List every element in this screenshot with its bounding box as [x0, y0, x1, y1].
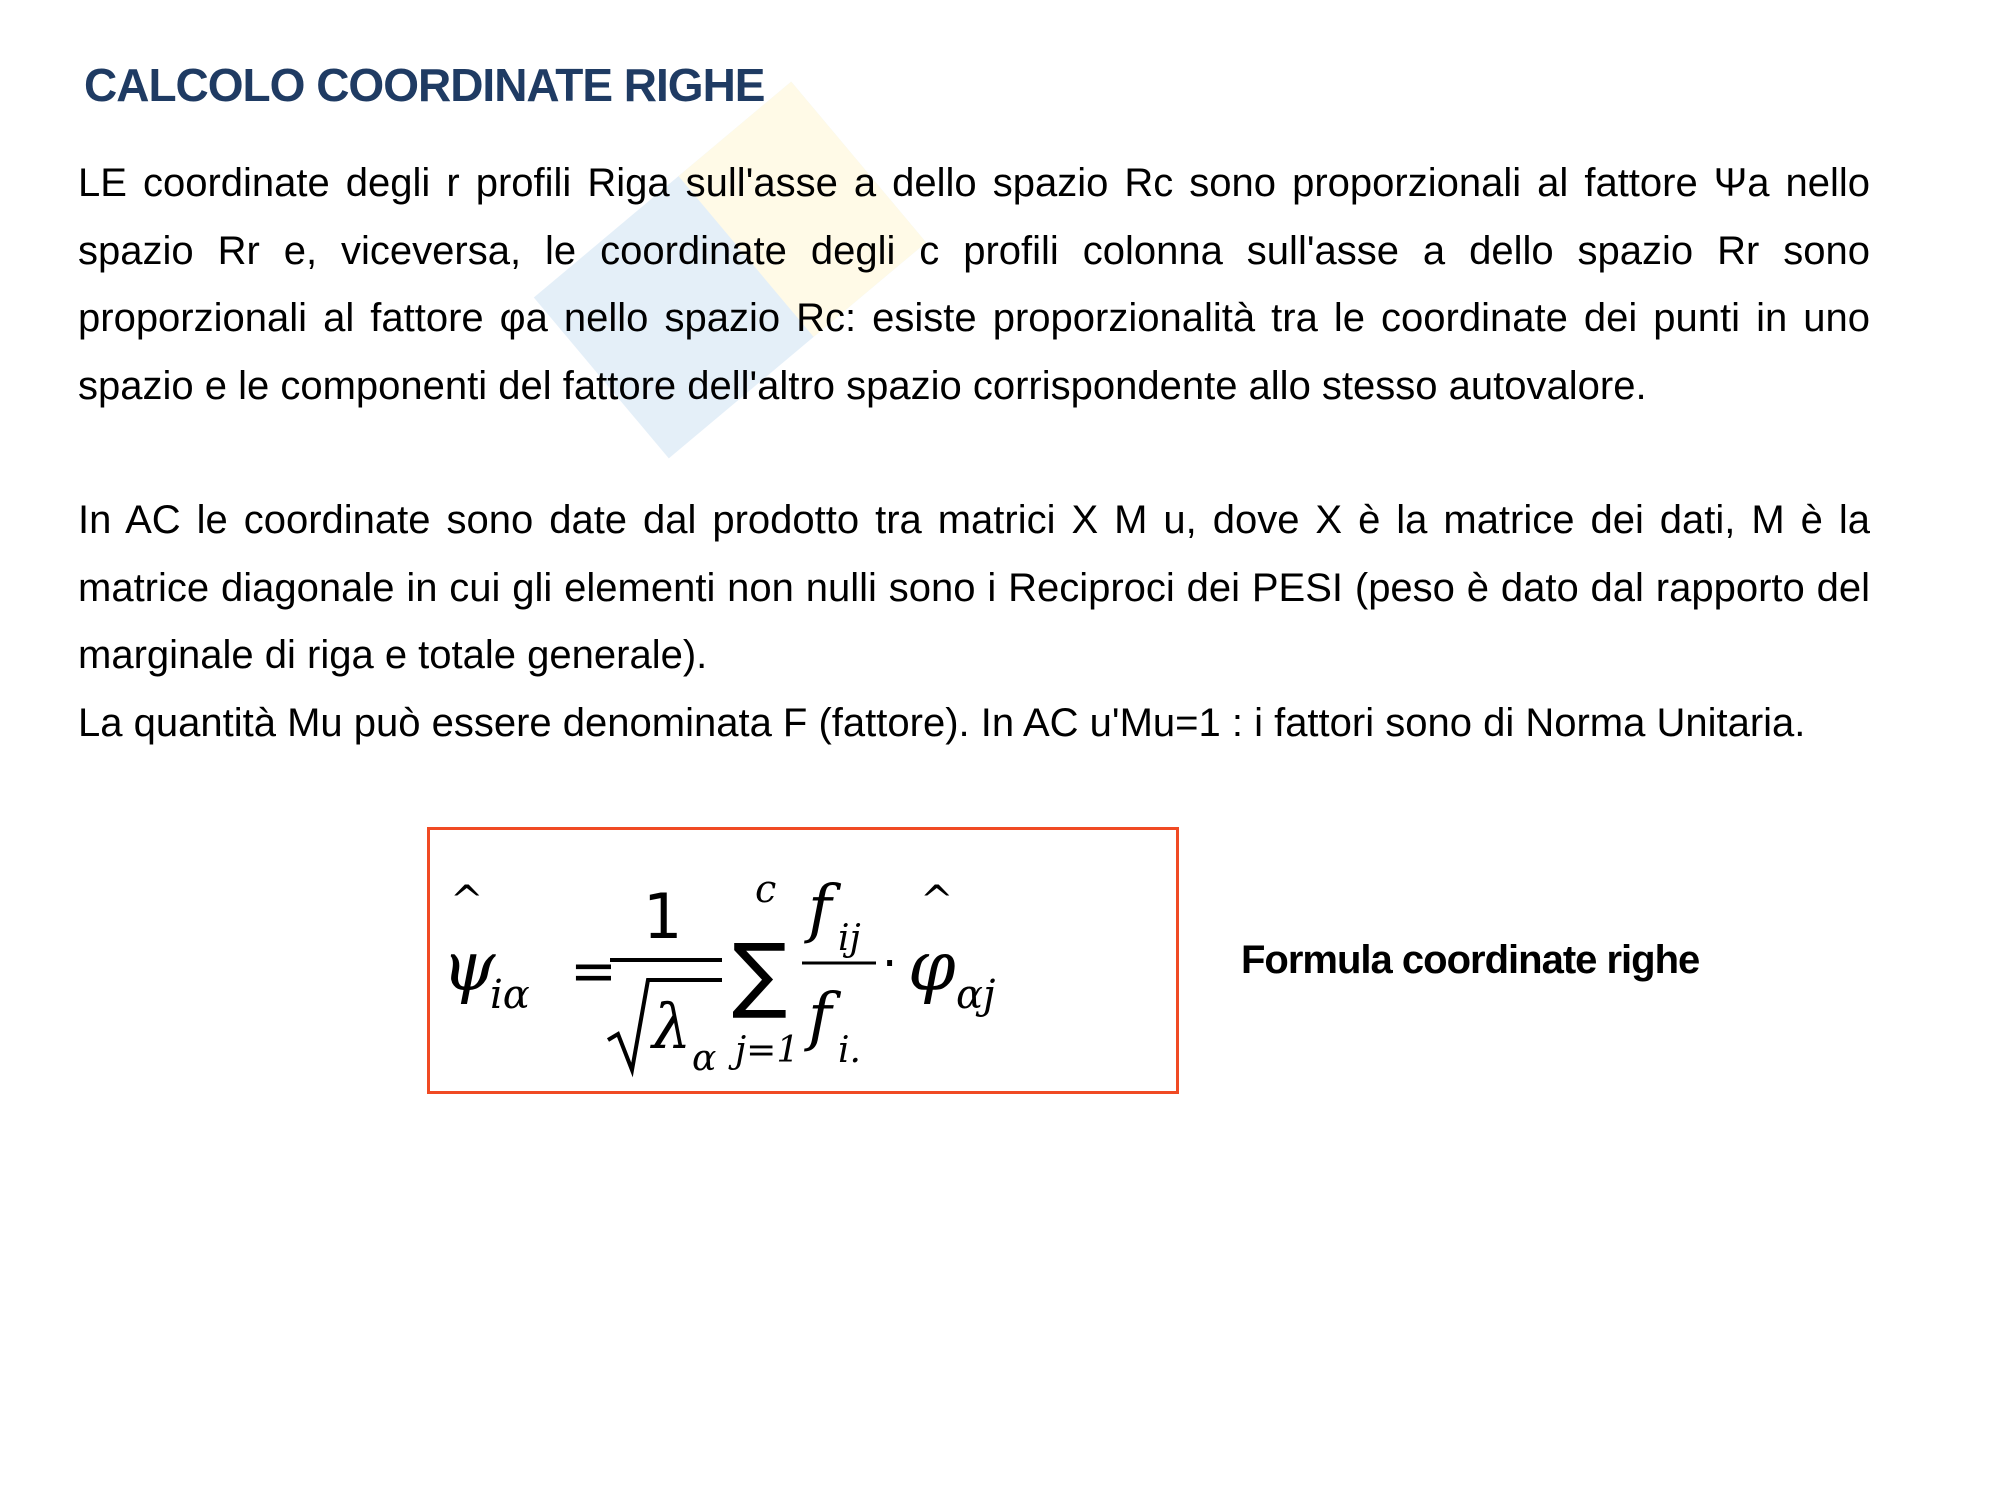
formula-numerator: 1: [643, 880, 683, 953]
sum-icon: ∑: [732, 927, 788, 1022]
formula-f-den-sub: i.: [838, 1030, 861, 1071]
slide-content: [78, 150, 1870, 1094]
formula-hat-phi: ^: [920, 878, 954, 924]
formula-sum-top: c: [755, 867, 777, 911]
formula-hat-psi: ^: [450, 878, 484, 924]
formula-f-num-sub: ij: [838, 918, 861, 959]
formula-psi-sub: iα: [490, 972, 530, 1018]
formula-f-num: f: [808, 872, 832, 946]
paragraph-factor-norm: La quantità Mu può essere denominata F (fattore). In AC u'Mu=1 : i fattori sono di Norma Unitaria.: [78, 700, 1806, 745]
formula-phi-sub: αj: [956, 972, 996, 1018]
formula-row: [427, 827, 1870, 1094]
formula-lambda-sub: α: [692, 1038, 717, 1079]
paragraph-proportionality: LE coordinate degli r profili Riga sull'asse a dello spazio Rc sono proporzionali al fattore Ψa nello spazio Rr e, viceversa, le coordinate degli c profili colonna sull'asse a dello spazio Rr sono proporzionali al fattore φa nello spazio Rc: esiste proporzionalità tra le coordinate dei punti in uno spazio e le componenti del fattore dell'altro spazio corrispondente allo stesso autovalore.: [78, 161, 1870, 408]
paragraph-ac-coordinates: In AC le coordinate sono date dal prodotto tra matrici X M u, dove X è la matrice dei dati, M è la matrice diagonale in cui gli elementi non nulli sono i Reciproci dei PESI (peso è dato dal rapporto del marginale di riga e totale generale).: [78, 498, 1870, 677]
page-title: CALCOLO COORDINATE RIGHE: [84, 59, 765, 111]
formula-phi: φ: [908, 928, 956, 1007]
formula-f-den: f: [808, 980, 832, 1054]
formula-dot: ·: [882, 936, 898, 992]
formula-sum-bottom: j=1: [735, 1030, 800, 1071]
formula-psi: ψ: [442, 928, 496, 1007]
formula-box: [427, 827, 1179, 1094]
formula-lambda: λ: [652, 990, 692, 1063]
formula-row-coordinates: [430, 830, 1176, 1091]
formula-label: Formula coordinate righe: [1241, 938, 1700, 982]
formula-equals: =: [570, 939, 617, 1004]
